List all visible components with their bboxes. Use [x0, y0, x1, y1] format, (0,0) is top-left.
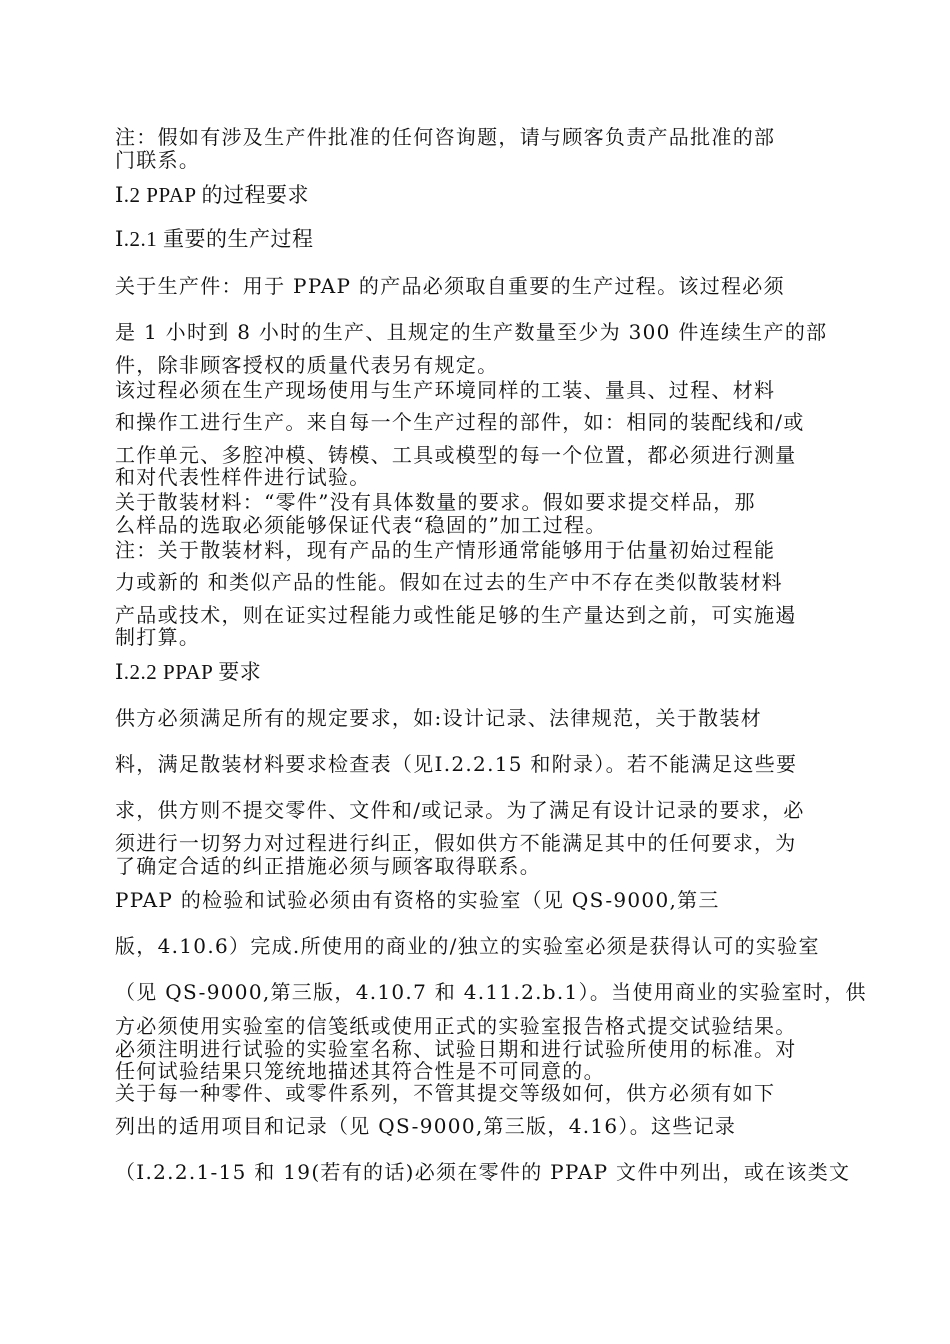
text-line: 是 1 小时到 8 小时的生产、且规定的生产数量至少为 300 件连续生产的部: [115, 320, 828, 344]
subsection-heading: Ⅰ.2.2 PPAP 要求: [115, 660, 262, 684]
text-line: 关于生产件：用于 PPAP 的产品必须取自重要的生产过程。该过程必须: [115, 274, 785, 298]
text-line: PPAP 的检验和试验必须由有资格的实验室（见 QS-9000,第三: [115, 888, 720, 912]
text-line: 版，4.10.6）完成.所使用的商业的/独立的实验室必须是获得认可的实验室: [115, 934, 820, 958]
text-line: 产品或技术，则在证实过程能力或性能足够的生产量达到之前，可实施遏: [115, 603, 797, 627]
text-line: 列出的适用项目和记录（见 QS-9000,第三版，4.16）。这些记录: [115, 1114, 737, 1138]
text-line: 关于每一种零件、或零件系列，不管其提交等级如何，供方必须有如下: [115, 1081, 776, 1105]
text-line: 和对代表性样件进行试验。: [115, 465, 371, 489]
text-line: 方必须使用实验室的信笺纸或使用正式的实验室报告格式提交试验结果。: [115, 1014, 797, 1038]
text-line: 注：假如有涉及生产件批准的任何咨询题，请与顾客负责产品批准的部: [115, 125, 776, 149]
text-line: 注：关于散装材料，现有产品的生产情形通常能够用于估量初始过程能: [115, 538, 776, 562]
text-line: 该过程必须在生产现场使用与生产环境同样的工装、量具、过程、材料: [115, 378, 776, 402]
text-line: 件，除非顾客授权的质量代表另有规定。: [115, 353, 499, 377]
text-line: 么样品的选取必须能够保证代表“稳固的”加工过程。: [115, 513, 607, 537]
text-line: 制打算。: [115, 625, 201, 649]
text-line: 任何试验结果只笼统地描述其符合性是不可同意的。: [115, 1059, 605, 1083]
text-line: 须进行一切努力对过程进行纠正，假如供方不能满足其中的任何要求，为: [115, 831, 797, 855]
subsection-heading: Ⅰ.2.1 重要的生产过程: [115, 227, 314, 251]
text-line: 料，满足散装材料要求检查表（见Ⅰ.2.2.15 和附录）。若不能满足这些要: [115, 752, 798, 776]
text-line: 必须注明进行试验的实验室名称、试验日期和进行试验所使用的标准。对: [115, 1037, 797, 1061]
text-line: 工作单元、多腔冲模、铸模、工具或模型的每一个位置，都必须进行测量: [115, 443, 797, 467]
text-line: 门联系。: [115, 148, 201, 172]
text-line: 关于散装材料：“零件”没有具体数量的要求。假如要求提交样品，那: [115, 490, 756, 514]
text-line: 了确定合适的纠正措施必须与顾客取得联系。: [115, 854, 541, 878]
text-line: 求，供方则不提交零件、文件和/或记录。为了满足有设计记录的要求，必: [115, 798, 805, 822]
text-line: （见 QS-9000,第三版，4.10.7 和 4.11.2.b.1）。当使用商业的实验室时，供: [115, 980, 867, 1004]
text-line: （Ⅰ.2.2.1-15 和 19(若有的话)必须在零件的 PPAP 文件中列出，或在该类文: [115, 1160, 851, 1184]
text-line: 供方必须满足所有的规定要求，如:设计记录、法律规范，关于散装材: [115, 706, 763, 730]
text-line: 和操作工进行生产。来自每一个生产过程的部件，如：相同的装配线和/或: [115, 410, 805, 434]
section-heading: Ⅰ.2 PPAP 的过程要求: [115, 183, 310, 207]
text-line: 力或新的 和类似产品的性能。假如在过去的生产中不存在类似散装材料: [115, 570, 783, 594]
